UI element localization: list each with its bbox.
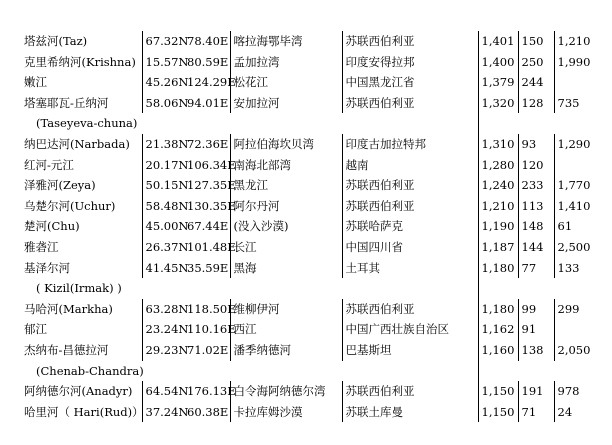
table-row: [18, 93, 600, 114]
discharge-cell: [554, 155, 600, 176]
rivers-table: [18, 31, 600, 422]
river-name-cell: ( Kizil(Irmak) ): [36, 281, 122, 296]
longitude-cell: 94.01E: [187, 95, 229, 110]
discharge-cell: 2,050: [554, 340, 600, 361]
river-name-cell: 嫩江: [24, 75, 47, 90]
river-name-cell: 郁江: [24, 322, 47, 337]
region-cell: 印度安得拉邦: [342, 52, 478, 73]
region-cell: [342, 361, 478, 382]
table-row-continuation: [18, 361, 600, 382]
region-cell: 中国四川省: [342, 237, 478, 258]
river-name-cell: 哈里河（ Hari(Rud)）: [24, 404, 144, 419]
mouth-cell: (没入沙漠): [230, 216, 342, 237]
latitude-cell: 21.38N: [142, 134, 184, 155]
mouth-cell: 安加拉河: [230, 93, 342, 114]
mouth-cell: 孟加拉湾: [230, 52, 342, 73]
area-cell: [518, 361, 554, 382]
latitude-cell: 64.54N: [142, 381, 184, 402]
region-cell: 苏联西伯利亚: [342, 196, 478, 217]
mouth-cell: 喀拉海鄂毕湾: [230, 31, 342, 52]
area-cell: 148: [518, 216, 554, 237]
region-cell: 苏联西伯利亚: [342, 93, 478, 114]
latitude-cell: 26.37N: [142, 237, 184, 258]
longitude-cell: 60.38E: [187, 404, 229, 419]
area-cell: 113: [518, 196, 554, 217]
length-cell: 1,180: [478, 258, 518, 279]
length-cell: 1,280: [478, 155, 518, 176]
length-cell: 1,187: [478, 237, 518, 258]
table-row: [18, 258, 600, 279]
length-cell: 1,310: [478, 134, 518, 155]
latitude-cell: [142, 278, 184, 299]
length-cell: 1,240: [478, 175, 518, 196]
mouth-cell: 长江: [230, 237, 342, 258]
river-name-cell: 塔塞耶瓦-丘纳河: [24, 95, 109, 110]
discharge-cell: 978: [554, 381, 600, 402]
region-cell: 苏联西伯利亚: [342, 299, 478, 320]
region-cell: 苏联西伯利亚: [342, 381, 478, 402]
table-row: [18, 155, 600, 176]
river-name-cell: 克里希纳河(Krishna): [24, 54, 136, 69]
longitude-cell: 71.02E: [187, 342, 229, 357]
area-cell: 128: [518, 93, 554, 114]
length-cell: 1,160: [478, 340, 518, 361]
rivers-body: [18, 31, 600, 422]
length-cell: [478, 113, 518, 134]
latitude-cell: 63.28N: [142, 299, 184, 320]
mouth-cell: [230, 113, 342, 134]
discharge-cell: [554, 72, 600, 93]
discharge-cell: [554, 319, 600, 340]
table-row: [18, 31, 600, 52]
table-row: [18, 72, 600, 93]
longitude-cell: 67.44E: [187, 219, 229, 234]
mouth-cell: 西江: [230, 319, 342, 340]
latitude-cell: 45.00N: [142, 216, 184, 237]
longitude-cell: 176.13E: [187, 384, 236, 399]
area-cell: [518, 113, 554, 134]
area-cell: 191: [518, 381, 554, 402]
region-cell: [342, 278, 478, 299]
region-cell: 苏联西伯利亚: [342, 31, 478, 52]
table-row: [18, 319, 600, 340]
latitude-cell: 15.57N: [142, 52, 184, 73]
river-name-cell: 泽雅河(Zeya): [24, 178, 96, 193]
discharge-cell: 735: [554, 93, 600, 114]
latitude-cell: 58.48N: [142, 196, 184, 217]
longitude-cell: 101.48E: [187, 239, 236, 254]
area-cell: 250: [518, 52, 554, 73]
table-row: [18, 299, 600, 320]
table-row: [18, 52, 600, 73]
table-row: [18, 216, 600, 237]
latitude-cell: 45.26N: [142, 72, 184, 93]
discharge-cell: 1,290: [554, 134, 600, 155]
table-row: [18, 381, 600, 402]
latitude-cell: 41.45N: [142, 258, 184, 279]
region-cell: 越南: [342, 155, 478, 176]
longitude-cell: 78.40E: [187, 34, 229, 48]
area-cell: 93: [518, 134, 554, 155]
mouth-cell: 维柳伊河: [230, 299, 342, 320]
region-cell: 苏联土库曼: [342, 402, 478, 423]
mouth-cell: 潘季纳德河: [230, 340, 342, 361]
latitude-cell: 58.06N: [142, 93, 184, 114]
mouth-cell: 阿尔丹河: [230, 196, 342, 217]
river-name-cell: 基泽尔河: [24, 260, 70, 275]
discharge-cell: 2,500: [554, 237, 600, 258]
area-cell: 77: [518, 258, 554, 279]
length-cell: 1,210: [478, 196, 518, 217]
length-cell: 1,400: [478, 52, 518, 73]
latitude-cell: 23.24N: [142, 319, 184, 340]
length-cell: 1,162: [478, 319, 518, 340]
region-cell: 印度古加拉特邦: [342, 134, 478, 155]
discharge-cell: 133: [554, 258, 600, 279]
area-cell: 99: [518, 299, 554, 320]
area-cell: [518, 278, 554, 299]
longitude-cell: 110.16E: [187, 322, 236, 337]
length-cell: [478, 361, 518, 382]
river-name-cell: 乌楚尔河(Uchur): [24, 198, 116, 213]
discharge-cell: 299: [554, 299, 600, 320]
river-name-cell: 杰纳布-昌德拉河: [24, 342, 109, 357]
longitude-cell: 124.29E: [187, 75, 236, 90]
discharge-cell: 61: [554, 216, 600, 237]
river-name-cell: 阿纳德尔河(Anadyr): [24, 384, 133, 399]
area-cell: 91: [518, 319, 554, 340]
length-cell: 1,150: [478, 402, 518, 423]
length-cell: 1,320: [478, 93, 518, 114]
longitude-cell: 130.35E: [187, 198, 236, 213]
river-name-cell: 塔兹河(Taz): [24, 34, 88, 48]
discharge-cell: [554, 278, 600, 299]
discharge-cell: [554, 113, 600, 134]
length-cell: [478, 278, 518, 299]
latitude-cell: [142, 361, 184, 382]
river-name-cell: 雅砻江: [24, 239, 59, 254]
mouth-cell: [230, 278, 342, 299]
longitude-cell: [184, 113, 230, 134]
table-row: [18, 340, 600, 361]
length-cell: 1,190: [478, 216, 518, 237]
mouth-cell: 白令海阿纳德尔湾: [230, 381, 342, 402]
longitude-cell: 118.50E: [187, 301, 236, 316]
mouth-cell: 南海北部湾: [230, 155, 342, 176]
table-row-continuation: [18, 113, 600, 134]
area-cell: 150: [518, 31, 554, 52]
region-cell: 苏联哈萨克: [342, 216, 478, 237]
mouth-cell: 黑龙江: [230, 175, 342, 196]
river-name-cell: 马哈河(Markha): [24, 301, 113, 316]
region-cell: 中国广西壮族自治区: [342, 319, 478, 340]
length-cell: 1,150: [478, 381, 518, 402]
mouth-cell: 阿拉伯海坎贝湾: [230, 134, 342, 155]
region-cell: 苏联西伯利亚: [342, 175, 478, 196]
table-row: [18, 402, 600, 423]
river-name-cell: 红河-元江: [24, 157, 74, 172]
longitude-cell: 106.34E: [187, 157, 236, 172]
longitude-cell: [184, 278, 230, 299]
river-name-cell: (Chenab-Chandra): [36, 363, 144, 378]
area-cell: 71: [518, 402, 554, 423]
area-cell: 138: [518, 340, 554, 361]
area-cell: 244: [518, 72, 554, 93]
region-cell: 土耳其: [342, 258, 478, 279]
longitude-cell: 80.59E: [187, 54, 229, 69]
table-row-continuation: [18, 278, 600, 299]
mouth-cell: 卡拉库姆沙漠: [230, 402, 342, 423]
discharge-cell: 1,410: [554, 196, 600, 217]
latitude-cell: 20.17N: [142, 155, 184, 176]
table-row: [18, 175, 600, 196]
latitude-cell: 29.23N: [142, 340, 184, 361]
area-cell: 144: [518, 237, 554, 258]
latitude-cell: 50.15N: [142, 175, 184, 196]
longitude-cell: 72.36E: [187, 136, 229, 151]
discharge-cell: 1,770: [554, 175, 600, 196]
region-cell: [342, 113, 478, 134]
length-cell: 1,180: [478, 299, 518, 320]
mouth-cell: [230, 361, 342, 382]
region-cell: 巴基斯坦: [342, 340, 478, 361]
longitude-cell: 127.35E: [187, 178, 236, 193]
mouth-cell: 黑海: [230, 258, 342, 279]
discharge-cell: 1,990: [554, 52, 600, 73]
table-row: [18, 134, 600, 155]
mouth-cell: 松花江: [230, 72, 342, 93]
area-cell: 120: [518, 155, 554, 176]
discharge-cell: 24: [554, 402, 600, 423]
discharge-cell: [554, 361, 600, 382]
length-cell: 1,379: [478, 72, 518, 93]
area-cell: 233: [518, 175, 554, 196]
latitude-cell: 67.32N: [142, 31, 184, 52]
river-name-cell: (Taseyeva-chuna): [36, 116, 138, 131]
table-row: [18, 237, 600, 258]
longitude-cell: 35.59E: [187, 260, 229, 275]
discharge-cell: 1,210: [554, 31, 600, 52]
river-name-cell: 纳巴达河(Narbada): [24, 136, 130, 151]
longitude-cell: [184, 361, 230, 382]
table-row: [18, 196, 600, 217]
length-cell: 1,401: [478, 31, 518, 52]
region-cell: 中国黑龙江省: [342, 72, 478, 93]
latitude-cell: 37.24N: [142, 402, 184, 423]
river-name-cell: 楚河(Chu): [24, 219, 80, 234]
latitude-cell: [142, 113, 184, 134]
